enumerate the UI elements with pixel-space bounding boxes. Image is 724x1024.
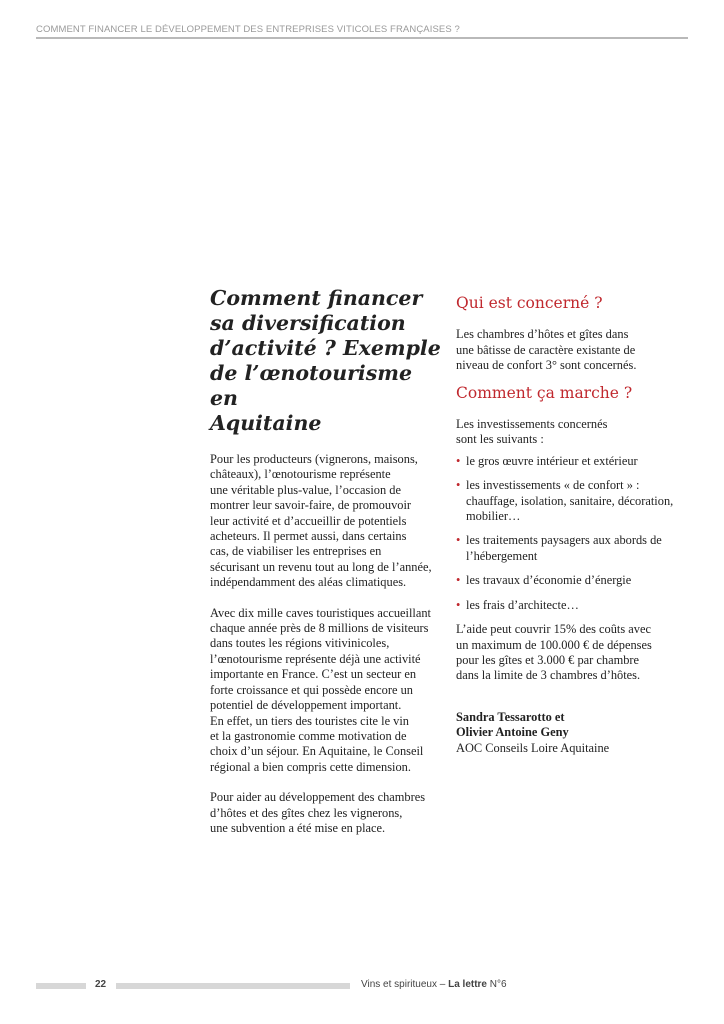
list-item-text: le gros œuvre intérieur et extérieur (466, 453, 638, 468)
sidebar-text-who: Les chambres d’hôtes et gîtes dans une bâtisse de caractère existante de niveau de confort 3° sont concernés. (456, 327, 637, 373)
publication-title: La lettre (448, 979, 487, 990)
list-item-text: les travaux d’économie d’énergie (466, 573, 632, 588)
publication-name: Vins et spiritueux – (361, 979, 446, 990)
bullet-icon: • (456, 597, 461, 612)
header-rule (36, 37, 688, 39)
sidebar (456, 296, 696, 756)
bullet-icon: • (456, 533, 461, 548)
issue-number: N°6 (489, 979, 507, 990)
footer-bar-middle (116, 983, 350, 989)
page-number: 22 (95, 979, 107, 990)
list-item-text: les traitements paysagers aux abords de l’hébergement (466, 533, 662, 563)
publication-footer (361, 979, 507, 990)
bullet-icon: • (456, 573, 461, 588)
list-item-text: les frais d’architecte… (466, 597, 579, 612)
author-organization: AOC Conseils Loire Aquitaine (456, 740, 610, 755)
list-item (456, 533, 696, 564)
article-paragraph: Pour les producteurs (vignerons, maisons, châteaux), l’œnotourisme représente une véritable plus-value, l’occasion de montrer leur savoir-faire, de promouvoir leur activité et d’accueillir de potentiels acheteurs. Il permet aussi, dans certains cas, de viabiliser les entreprises en sécurisant un revenu tout au long de l’année, indépendamment des aléas climatiques. (210, 452, 432, 590)
list-item (456, 478, 696, 524)
article-paragraph: Avec dix mille caves touristiques accueillant chaque année près de 8 millions de visiteurs dans toutes les régions vitivinicoles, l’œnotourisme représente déjà une activité importante en France. C’est un secteur en forte croissance et qui possède encore un potentiel de développement important. En effet, un tiers des touristes cite le vin et la gastronomie comme motivation de choix d’un séjour. En Aquitaine, le Conseil régional a bien compris cette dimension. (210, 605, 432, 774)
list-item (456, 598, 696, 613)
running-header: COMMENT FINANCER LE DÉVELOPPEMENT DES ENTREPRISES VITICOLES FRANÇAISES ? (36, 24, 460, 35)
footer-bar-left (36, 983, 86, 989)
list-item (456, 454, 696, 469)
article-paragraph: Pour aider au développement des chambres d’hôtes et des gîtes chez les vignerons, une subvention a été mise en place. (210, 790, 426, 835)
list-item-text: les investissements « de confort » : chauffage, isolation, sanitaire, décoration, mobilier… (466, 478, 674, 524)
investment-list (456, 454, 696, 613)
list-item (456, 573, 696, 588)
bullet-icon: • (456, 453, 461, 468)
bullet-icon: • (456, 478, 461, 493)
section-heading-who: Qui est concerné ? (456, 294, 603, 312)
article-title: Comment financer sa diversification d’activité ? Exemple de l’œnotourisme en Aquitaine (210, 286, 441, 435)
aid-text: L’aide peut couvrir 15% des coûts avec un maximum de 100.000 € de dépenses pour les gîtes et 3.000 € par chambre dans la limite de 3 chambres d’hôtes. (456, 622, 652, 683)
article-body (210, 452, 435, 851)
section-heading-how: Comment ça marche ? (456, 383, 633, 402)
sidebar-intro-how: Les investissements concernés sont les suivants : (456, 417, 608, 447)
author-names: Sandra Tessarotto et Olivier Antoine Geny (456, 709, 569, 740)
